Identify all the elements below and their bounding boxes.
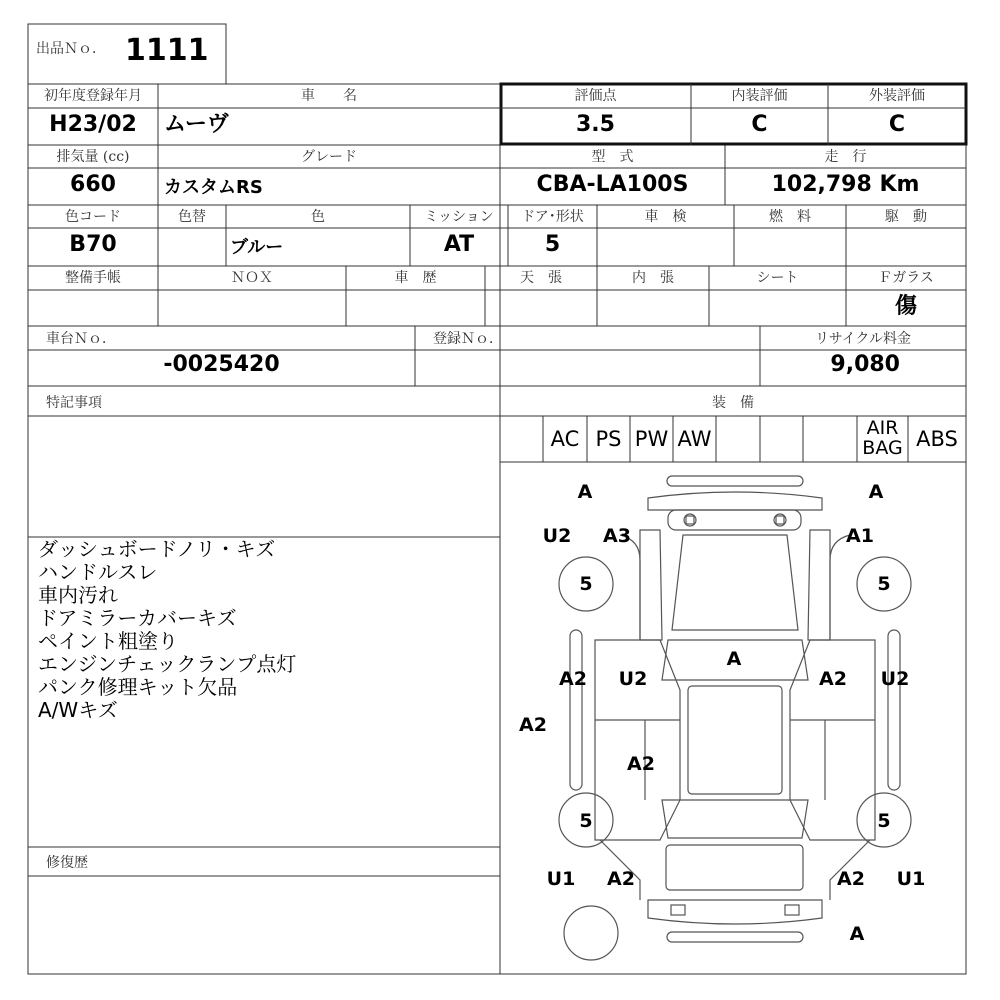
mark-rear-left-a2: A2 [607, 868, 635, 890]
mark-roof: A [726, 648, 742, 670]
mark-wheel-fl: 5 [579, 573, 593, 595]
mileage-value: 102,798 Km [771, 172, 920, 197]
mark-right-door-u2: U2 [880, 668, 910, 690]
note-line: ペイント粗塗り [38, 629, 178, 653]
first-reg-value: H23/02 [49, 112, 137, 137]
drive-label: 駆 動 [885, 209, 927, 225]
mission-label: ミッション [424, 209, 494, 225]
mark-rear-left-u1: U1 [546, 868, 576, 890]
mark-left-door-a2: A2 [559, 668, 587, 690]
door-label: ドア･形状 [521, 209, 584, 225]
grade-label: グレード [301, 149, 357, 165]
mark-left-door-u2: U2 [618, 668, 648, 690]
mark-wheel-rr: 5 [877, 810, 891, 832]
mileage-label: 走 行 [824, 149, 867, 165]
mark-fr-fender: A1 [846, 525, 874, 547]
car-name-label: 車 名 [301, 88, 357, 104]
color-value: ブルー [230, 237, 284, 258]
equip-aw: AW [677, 427, 712, 451]
equipment-label: 装 備 [712, 395, 754, 411]
exterior-label: 外装評価 [869, 88, 925, 104]
notes-list [38, 538, 296, 722]
note-line: ハンドルスレ [38, 560, 158, 584]
mark-interior: A2 [627, 753, 655, 775]
grade-value: カスタムRS [164, 177, 263, 198]
recycle-value: 9,080 [830, 352, 900, 377]
score-value: 3.5 [576, 112, 615, 137]
mark-left-side: A2 [519, 714, 547, 736]
equip-abs: ABS [916, 427, 958, 451]
note-line: A/Wキズ [38, 698, 118, 722]
interior-trim-label: 内 張 [632, 270, 674, 286]
mark-rear-right-a2: A2 [837, 868, 865, 890]
displacement-value: 660 [70, 172, 116, 197]
recycle-label: リサイクル料金 [814, 331, 912, 347]
seat-label: シート [756, 270, 799, 286]
interior-label: 内装評価 [731, 88, 788, 104]
registration-label: 登録Ｎｏ． [433, 331, 503, 347]
history-label: 車 歴 [394, 270, 437, 286]
mark-front-left: A [577, 481, 593, 503]
nox-label: ＮＯＸ [231, 270, 273, 286]
maint-label: 整備手帳 [65, 270, 121, 286]
exterior-value: C [888, 112, 906, 137]
equip-ac: AC [550, 427, 580, 451]
model-value: CBA-LA100S [536, 172, 689, 197]
equip-ps: PS [595, 427, 622, 451]
score-label: 評価点 [574, 88, 617, 104]
car-name-value: ムーヴ [164, 112, 229, 137]
lot-label: 出品Ｎｏ． [36, 41, 106, 57]
equip-airbag: AIR BAG [862, 417, 903, 459]
repaint-label: 色替 [178, 209, 206, 225]
mark-wheel-rl: 5 [579, 810, 593, 832]
interior-value: C [751, 112, 768, 137]
mark-rear-right-u1: U1 [896, 868, 926, 890]
color-label: 色 [311, 209, 325, 225]
displacement-label: 排気量 (cc) [56, 149, 130, 165]
sunroof-label: 天 張 [520, 270, 562, 286]
fuel-label: 燃 料 [769, 209, 811, 225]
mission-value: AT [443, 232, 475, 257]
chassis-value: -0025420 [163, 352, 280, 377]
note-line: エンジンチェックランプ点灯 [38, 652, 297, 676]
color-code-value: B70 [69, 232, 117, 257]
equip-pw: PW [634, 427, 669, 451]
mark-fl-fender: U2 [542, 525, 572, 547]
note-line: 車内汚れ [38, 583, 118, 607]
mark-right-door-a2: A2 [819, 668, 847, 690]
mark-rear-bumper: A [849, 923, 865, 945]
mark-front-right: A [868, 481, 884, 503]
f-glass-label: Ｆガラス [878, 270, 934, 286]
f-glass-value: 傷 [894, 293, 917, 319]
model-label: 型 式 [591, 149, 634, 165]
note-line: ダッシュボードノリ・キズ [38, 537, 276, 561]
inspection-label: 車 検 [644, 209, 687, 225]
first-reg-label: 初年度登録年月 [44, 88, 142, 104]
note-line: ドアミラーカバーキズ [38, 606, 237, 630]
color-code-label: 色コード [65, 209, 121, 225]
note-line: パンク修理キット欠品 [38, 675, 238, 699]
chassis-label: 車台Ｎｏ． [46, 331, 116, 347]
lot-number: 1111 [125, 33, 209, 68]
door-value: 5 [544, 232, 561, 257]
repair-label: 修復歴 [46, 855, 88, 871]
mark-wheel-fr: 5 [877, 573, 891, 595]
mark-windshield: A3 [603, 525, 631, 547]
notes-label: 特記事項 [46, 395, 102, 411]
